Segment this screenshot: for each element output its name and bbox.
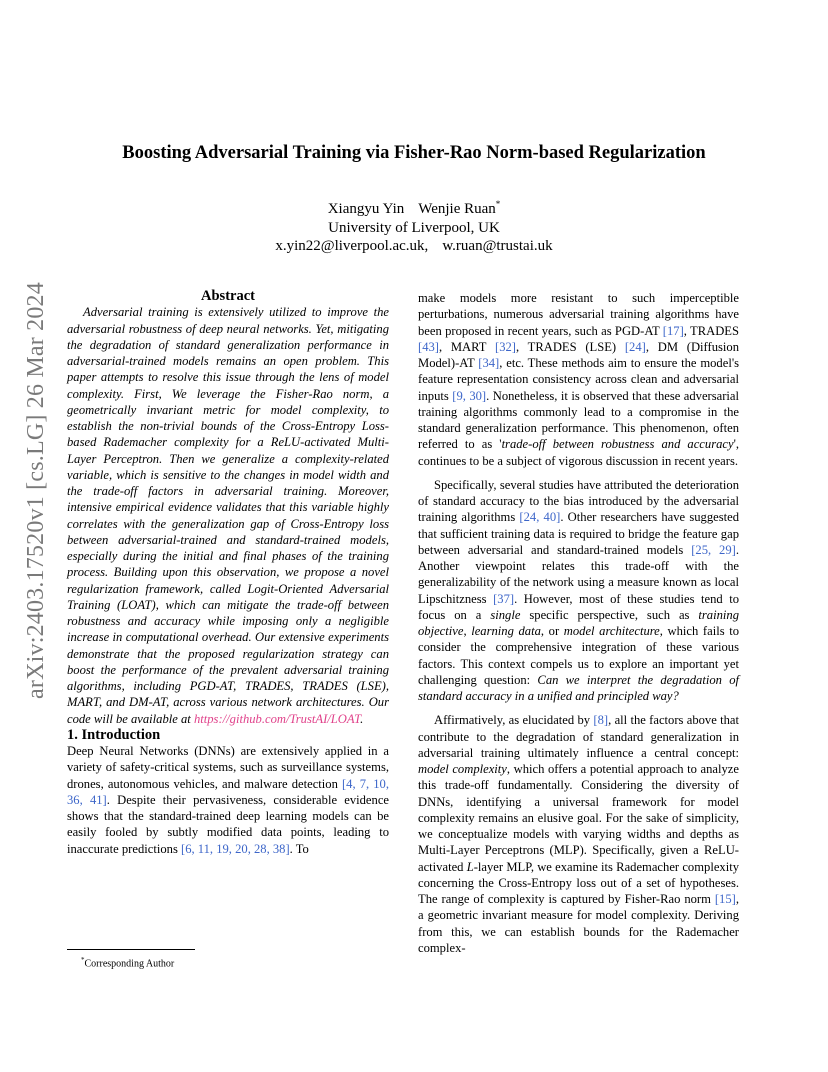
arxiv-identifier: arXiv:2403.17520v1 [cs.LG] 26 Mar 2024 xyxy=(22,281,49,699)
affiliation: University of Liverpool, UK xyxy=(328,219,500,236)
citation-link[interactable]: [15] xyxy=(714,892,736,906)
body-paragraph: Specifically, several studies have attributed the deterioration of standard accuracy to the bias introduced by the adversarial training algorithms [24, 40]. Other researchers have suggested that sufficient training data is required to bridge the feature gap between adversarial and standard-trained models [25, 29]. Another viewpoint relates this trade-off with the generalizability of the network using a measure known as local Lipschitzness [37]. However, most of these studies tend to focus on a single specific perspective, such as training objective, learning data, or model architecture, which fails to consider the comprehensive integration of these various factors. This context compels us to explore an important yet challenging question: Can we interpret the degradation of standard accuracy in a unified and principled way? xyxy=(418,477,740,703)
citation-link[interactable]: [17] xyxy=(662,323,684,338)
paper-title: Boosting Adversarial Training via Fisher-Rao Norm-based Regularization xyxy=(122,143,706,163)
body-paragraph: make models more resistant to such imperceptible perturbations, numerous adversarial training algorithms have been proposed in recent years, such as PGD-AT [17], TRADES [43], MART [32], TRADES (LSE) [24], DM (Diffusion Model)-AT [34], etc. These methods aim to ensure the model's feature representation consistency across clean and adversarial inputs [9, 30]. Nonetheless, it is observed that these adversarial training algorithms commonly lead to a compromise in the standard generalization performance. This phenomenon, often referred to as 'trade-off between robustness and accuracy', continues to be a subject of vigorous discussion in recent years. xyxy=(418,291,740,468)
code-link[interactable]: https://github.com/TrustAI/LOAT xyxy=(193,711,361,726)
body-paragraph: Affirmatively, as elucidated by [8], all the factors above that contribute to the degradation of standard generalization in adversarial training ultimately influence a central concept: model complexity, which offers a potential approach to analyze this trade-off fundamentally. Considering the diversity of DNNs, identifying a universal framework for model complexity remains an elusive goal. For the sake of simplicity, we conceptualize models with varying widths and depths as Multi-Layer Perceptrons (MLP). Specifically, given a ReLU-activated L-layer MLP, we examine its Rademacher complexity concerning the Cross-Entropy loss out of a set of hypotheses. The range of complexity is captured by Fisher-Rao norm [15], a geometric invariant measure for model complexity. Deriving from this, we can establish bounds for the Rademacher complex- xyxy=(418,713,740,955)
citation-link[interactable]: [4, 7, 10, 36, 41] xyxy=(67,776,389,807)
citation-link[interactable]: [24, 40] xyxy=(519,510,561,525)
citation-link[interactable]: [8] xyxy=(593,713,609,728)
author-name: Xiangyu Yin xyxy=(327,201,405,217)
abstract-heading: Abstract xyxy=(201,288,255,304)
citation-link[interactable]: [34] xyxy=(478,356,500,370)
intro-paragraph: Deep Neural Networks (DNNs) are extensively applied in a variety of safety-critical systems, such as surveillance systems, drones, autonomous vehicles, and malware detection [4, 7, 10, 36, 41]. Despite their pervasiveness, considerable evidence shows that the standard-trained deep learning models can be easily fooled by subtly modified data points, leading to inaccurate predictions [6, 11, 19, 20, 28, 38]. To xyxy=(67,744,389,856)
email: x.yin22@liverpool.ac.uk, xyxy=(275,238,429,254)
right-column xyxy=(418,290,739,956)
footnote: *Corresponding Author xyxy=(81,956,175,970)
citation-link[interactable]: [43] xyxy=(418,339,439,354)
citation-link[interactable]: [9, 30] xyxy=(452,388,487,403)
email: w.ruan@trustai.uk xyxy=(442,238,553,254)
citation-link[interactable]: [32] xyxy=(495,339,516,354)
citation-link[interactable]: [6, 11, 19, 20, 28, 38] xyxy=(181,841,290,856)
author-names xyxy=(100,195,728,219)
corresponding-mark: * xyxy=(495,199,501,209)
citation-link[interactable]: [25, 29] xyxy=(691,542,736,557)
author-block xyxy=(100,195,728,256)
citation-link[interactable]: [24] xyxy=(624,339,646,354)
abstract-body: Adversarial training is extensively utilized to improve the adversarial robustness of deep neural networks. Yet, mitigating the degradation of standard generalization performance in adversarial-trained models remains an open problem. This paper attempts to resolve this issue through the lens of model complexity. First, We leverage the Fisher-Rao norm, a geometrically invariant metric for model complexity, to establish the non-trivial bounds of the Cross-Entropy Loss-based Rademacher complexity for a ReLU-activated Multi-Layer Perceptron. Then we generalize a complexity-related variable, which is sensitive to the changes in model width and the trade-off factors in adversarial training. Moreover, intensive empirical evidence validates that this variable highly correlates with the generalization gap of Cross-Entropy loss between adversarial-trained and standard-trained models, especially during the initial and final phases of the training process. Building upon this observation, we propose a novel regularization framework, called Logit-Oriented Adversarial Training (LOAT), which can mitigate the trade-off between robustness and accuracy while imposing only a negligible increase in computational overhead. Our extensive experiments demonstrate that the proposed regularization strategy can boost the performance of the prevalent adversarial training algorithms, including PGD-AT, TRADES, TRADES (LSE), MART, and DM-AT, across various network architectures. Our code will be available at https://github.com/TrustAI/LOAT. xyxy=(67,305,389,726)
arxiv-sidebar xyxy=(16,280,56,700)
section-heading: 1. Introduction xyxy=(67,726,161,743)
author-emails xyxy=(100,237,728,256)
citation-link[interactable]: [37] xyxy=(493,591,515,606)
author-name: Wenjie Ruan xyxy=(418,201,496,217)
footnote-divider xyxy=(67,949,195,950)
left-column xyxy=(67,288,389,857)
